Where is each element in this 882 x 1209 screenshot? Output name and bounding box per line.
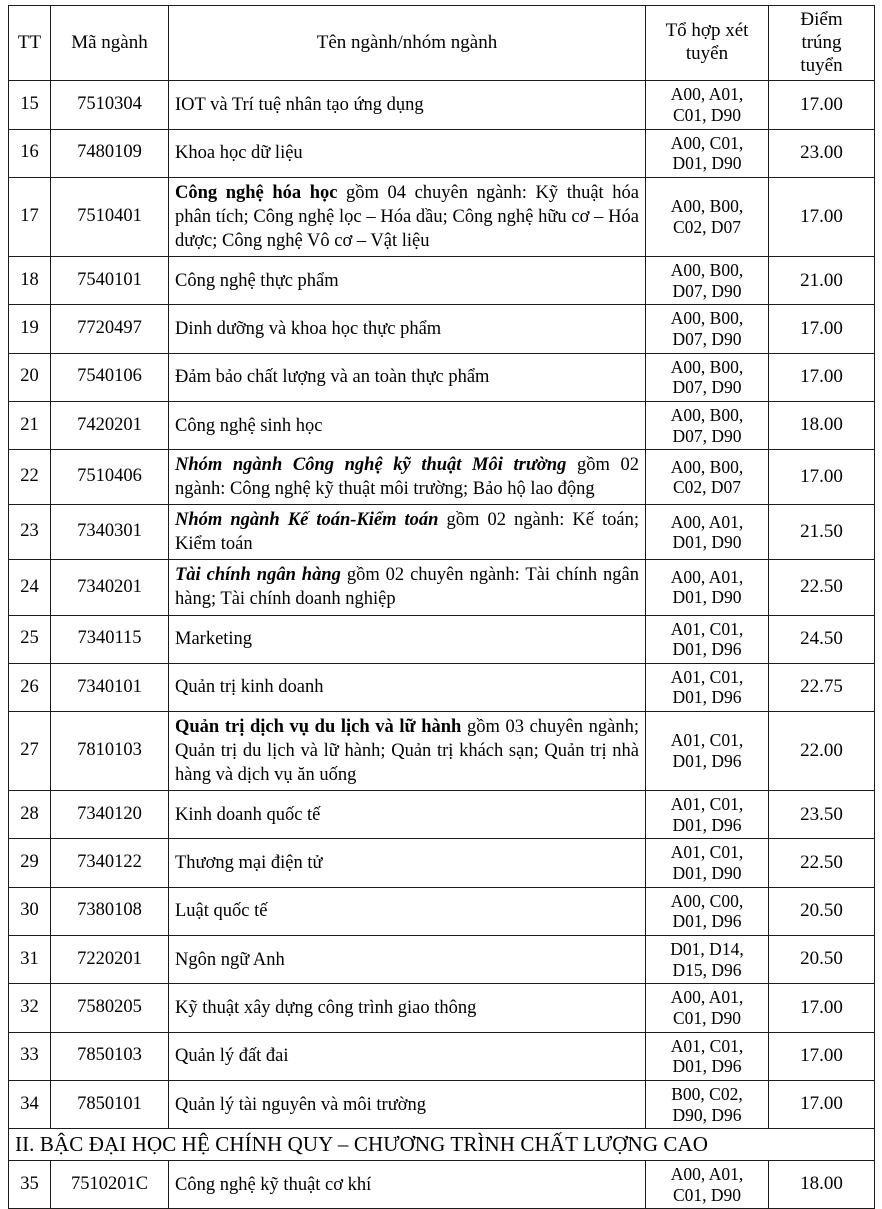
major-name-text: Công nghệ kỹ thuật cơ khí [175, 1174, 372, 1195]
cell-major-name [169, 81, 646, 129]
cell-benchmark-score: 18.00 [769, 401, 875, 449]
cell-major-code: 7220201 [51, 936, 169, 984]
cell-major-name [169, 1032, 646, 1080]
cell-major-code: 7720497 [51, 305, 169, 353]
cell-subject-combination [646, 984, 769, 1032]
table-row [9, 450, 875, 505]
cell-benchmark-score: 22.50 [769, 560, 875, 615]
cell-benchmark-score: 23.50 [769, 791, 875, 839]
cell-subject-combination [646, 663, 769, 711]
cell-subject-combination [646, 791, 769, 839]
combo-line: D15, D96 [672, 959, 742, 980]
column-header-combo-line-1: Tổ hợp xét [665, 20, 749, 42]
cell-major-code: 7540106 [51, 353, 169, 401]
combo-line: A00, B00, [670, 404, 744, 425]
cell-tt: 34 [9, 1080, 51, 1128]
column-header-major-name-line-1: Tên ngành/nhóm ngành [316, 31, 498, 53]
major-name-text: Dinh dưỡng và khoa học thực phẩm [175, 318, 442, 339]
cell-subject-combination [646, 505, 769, 560]
cell-tt: 20 [9, 353, 51, 401]
combo-line: D01, D90 [672, 153, 742, 174]
cell-major-code: 7340115 [51, 615, 169, 663]
cell-major-name [169, 839, 646, 887]
cell-subject-combination [646, 1160, 769, 1208]
cell-subject-combination [646, 839, 769, 887]
combo-line: D01, D96 [672, 814, 742, 835]
major-name-emphasis: Nhóm ngành Công nghệ kỹ thuật Môi trường [175, 455, 567, 476]
combo-line: A01, C01, [670, 730, 744, 751]
major-name-emphasis: Công nghệ hóa học [175, 182, 338, 203]
combo-line: D01, D90 [672, 863, 742, 884]
major-name-detail: gồm 02 chuyên ngành: Tài chính ngân hàng; Tài chính doanh nghiệp [175, 565, 639, 610]
combo-line: D01, D14, [670, 939, 744, 960]
table-row [9, 663, 875, 711]
cell-benchmark-score: 22.50 [769, 839, 875, 887]
cell-major-code: 7420201 [51, 401, 169, 449]
cell-tt: 33 [9, 1032, 51, 1080]
cell-tt: 35 [9, 1160, 51, 1208]
cell-benchmark-score: 17.00 [769, 177, 875, 256]
cell-major-code: 7540101 [51, 257, 169, 305]
cell-subject-combination [646, 177, 769, 256]
major-name-text: Ngôn ngữ Anh [175, 949, 285, 970]
cell-subject-combination [646, 353, 769, 401]
column-header-major-name [169, 6, 646, 81]
table-row [9, 401, 875, 449]
combo-line: C01, D90 [672, 105, 742, 126]
major-name-text: Marketing [175, 629, 253, 650]
combo-line: C01, D90 [672, 1007, 742, 1028]
major-name-detail: gồm 03 chuyên ngành; Quản trị du lịch và lữ hành; Quản trị khách sạn; Quản trị nhà hàng và dịch vụ ăn uống [175, 717, 639, 786]
cell-subject-combination [646, 81, 769, 129]
combo-line: A00, C00, [670, 890, 744, 911]
major-name-text: Quản lý tài nguyên và môi trường [175, 1094, 427, 1115]
combo-line: A01, C01, [670, 842, 744, 863]
cell-major-code: 7340122 [51, 839, 169, 887]
combo-line: A01, C01, [670, 794, 744, 815]
table-row [9, 839, 875, 887]
cell-major-code: 7510201C [51, 1160, 169, 1208]
cell-benchmark-score: 17.00 [769, 81, 875, 129]
major-name-text: IOT và Trí tuệ nhân tạo ứng dụng [175, 95, 424, 115]
major-name-text: Kỹ thuật xây dựng công trình giao thông [175, 997, 477, 1018]
combo-line: D07, D90 [672, 329, 742, 350]
cell-tt: 23 [9, 505, 51, 560]
cell-major-code: 7340101 [51, 663, 169, 711]
combo-line: A01, C01, [670, 1035, 744, 1056]
cell-major-name [169, 353, 646, 401]
cell-major-name [169, 887, 646, 935]
major-name-text: Khoa học dữ liệu [175, 143, 303, 164]
table-row [9, 81, 875, 129]
major-name-detail: gồm 02 ngành: Kế toán; Kiểm toán [175, 510, 639, 555]
cell-tt: 26 [9, 663, 51, 711]
cell-benchmark-score: 22.00 [769, 712, 875, 791]
cell-major-name [169, 936, 646, 984]
table-row [9, 129, 875, 177]
cell-major-name [169, 401, 646, 449]
cell-tt: 27 [9, 712, 51, 791]
combo-line: A00, C01, [670, 132, 744, 153]
cell-benchmark-score: 21.50 [769, 505, 875, 560]
cell-tt: 22 [9, 450, 51, 505]
cell-major-code: 7850101 [51, 1080, 169, 1128]
combo-line: A00, B00, [670, 308, 744, 329]
cell-tt: 32 [9, 984, 51, 1032]
major-name-emphasis: Tài chính ngân hàng [175, 565, 341, 586]
combo-line: A00, A01, [670, 1163, 744, 1184]
cell-major-name [169, 560, 646, 615]
combo-line: D07, D90 [672, 280, 742, 301]
combo-line: C01, D90 [672, 1184, 742, 1205]
cell-subject-combination [646, 936, 769, 984]
major-name-text: Thương mại điện tử [175, 853, 323, 874]
cell-benchmark-score: 20.50 [769, 936, 875, 984]
combo-line: A00, B00, [670, 456, 744, 477]
table-row [9, 505, 875, 560]
column-header-tt-line-1: TT [17, 31, 42, 53]
major-name-text: Đảm bảo chất lượng và an toàn thực phẩm [175, 367, 490, 388]
cell-major-code: 7810103 [51, 712, 169, 791]
cell-benchmark-score: 18.00 [769, 1160, 875, 1208]
table-row [9, 257, 875, 305]
combo-line: A01, C01, [670, 666, 744, 687]
cell-tt: 19 [9, 305, 51, 353]
column-header-score-line-1: Điểm [800, 9, 843, 30]
major-name-text: Quản trị kinh doanh [175, 677, 324, 698]
combo-line: D01, D90 [672, 532, 742, 553]
admission-score-table [8, 5, 875, 1209]
table-header-row [9, 6, 875, 81]
table-row [9, 984, 875, 1032]
cell-tt: 25 [9, 615, 51, 663]
table-row [9, 615, 875, 663]
cell-major-code: 7480109 [51, 129, 169, 177]
cell-subject-combination [646, 401, 769, 449]
column-header-major-code [51, 6, 169, 81]
column-header-score-line-3: tuyển [800, 54, 843, 76]
table-body [9, 81, 875, 1209]
major-name-text: Công nghệ thực phẩm [175, 270, 339, 291]
cell-major-name [169, 257, 646, 305]
combo-line: A00, B00, [670, 260, 744, 281]
combo-line: D90, D96 [672, 1104, 742, 1125]
major-name-text: Công nghệ sinh học [175, 415, 323, 436]
cell-major-code: 7380108 [51, 887, 169, 935]
major-name-emphasis: Nhóm ngành Kế toán-Kiểm toán [175, 510, 439, 531]
cell-major-name [169, 984, 646, 1032]
table-header [9, 6, 875, 81]
combo-line: D01, D96 [672, 751, 742, 772]
combo-line: D01, D96 [672, 911, 742, 932]
combo-line: A00, A01, [670, 84, 744, 105]
combo-line: D01, D96 [672, 1056, 742, 1077]
table-row [9, 560, 875, 615]
combo-line: A00, B00, [670, 356, 744, 377]
table-row [9, 887, 875, 935]
section-banner: II. BẬC ĐẠI HỌC HỆ CHÍNH QUY – CHƯƠNG TRÌNH CHẤT LƯỢNG CAO [9, 1129, 875, 1161]
combo-line: A00, A01, [670, 987, 744, 1008]
table-row [9, 936, 875, 984]
combo-line: C02, D07 [672, 217, 742, 238]
cell-major-name [169, 663, 646, 711]
table-row [9, 177, 875, 256]
combo-line: C02, D07 [672, 477, 742, 498]
column-header-subject-combination [646, 6, 769, 81]
combo-line: D01, D96 [672, 687, 742, 708]
cell-major-name [169, 305, 646, 353]
cell-subject-combination [646, 129, 769, 177]
cell-major-name [169, 177, 646, 256]
cell-subject-combination [646, 305, 769, 353]
table-row [9, 1080, 875, 1128]
cell-tt: 29 [9, 839, 51, 887]
cell-subject-combination [646, 1080, 769, 1128]
major-name-detail: gồm 04 chuyên ngành: Kỹ thuật hóa phân tích; Công nghệ lọc – Hóa dầu; Công nghệ hữu cơ – Hóa dược; Công nghệ Vô cơ – Vật liệu [175, 182, 639, 252]
cell-tt: 24 [9, 560, 51, 615]
cell-subject-combination [646, 615, 769, 663]
cell-major-code: 7340301 [51, 505, 169, 560]
major-name-text: Quản lý đất đai [175, 1046, 289, 1067]
major-name-detail: gồm 02 ngành: Công nghệ kỹ thuật môi trường; Bảo hộ lao động [175, 455, 639, 500]
table-row [9, 353, 875, 401]
combo-line: D01, D96 [672, 639, 742, 660]
cell-benchmark-score: 17.00 [769, 1080, 875, 1128]
cell-major-name [169, 791, 646, 839]
combo-line: A00, B00, [670, 196, 744, 217]
cell-major-code: 7340201 [51, 560, 169, 615]
column-header-tt [9, 6, 51, 81]
cell-benchmark-score: 20.50 [769, 887, 875, 935]
cell-major-code: 7510406 [51, 450, 169, 505]
combo-line: B00, C02, [671, 1083, 743, 1104]
cell-major-code: 7510304 [51, 81, 169, 129]
cell-major-name [169, 1080, 646, 1128]
cell-major-code: 7580205 [51, 984, 169, 1032]
cell-subject-combination [646, 1032, 769, 1080]
cell-benchmark-score: 17.00 [769, 450, 875, 505]
major-name-emphasis: Quản trị dịch vụ du lịch và lữ hành [175, 717, 462, 738]
cell-benchmark-score: 22.75 [769, 663, 875, 711]
cell-benchmark-score: 17.00 [769, 305, 875, 353]
cell-tt: 31 [9, 936, 51, 984]
cell-major-name [169, 1160, 646, 1208]
cell-tt: 28 [9, 791, 51, 839]
table-row [9, 791, 875, 839]
cell-major-name [169, 505, 646, 560]
column-header-benchmark-score [769, 6, 875, 81]
cell-major-name [169, 712, 646, 791]
cell-benchmark-score: 17.00 [769, 1032, 875, 1080]
cell-major-code: 7340120 [51, 791, 169, 839]
cell-benchmark-score: 23.00 [769, 129, 875, 177]
cell-benchmark-score: 21.00 [769, 257, 875, 305]
major-name-text: Luật quốc tế [175, 901, 268, 922]
cell-tt: 17 [9, 177, 51, 256]
cell-subject-combination [646, 450, 769, 505]
cell-benchmark-score: 24.50 [769, 615, 875, 663]
cell-tt: 16 [9, 129, 51, 177]
table-row [9, 1032, 875, 1080]
cell-major-name [169, 129, 646, 177]
cell-benchmark-score: 17.00 [769, 984, 875, 1032]
cell-tt: 18 [9, 257, 51, 305]
cell-major-code: 7510401 [51, 177, 169, 256]
combo-line: A01, C01, [670, 618, 744, 639]
combo-line: D07, D90 [672, 377, 742, 398]
column-header-score-line-2: trúng [801, 31, 842, 53]
combo-line: A00, A01, [670, 566, 744, 587]
cell-major-code: 7850103 [51, 1032, 169, 1080]
section-banner-row [9, 1129, 875, 1161]
table-row [9, 712, 875, 791]
combo-line: D01, D90 [672, 587, 742, 608]
cell-major-name [169, 450, 646, 505]
column-header-combo-line-2: tuyển [685, 43, 729, 65]
major-name-text: Kinh doanh quốc tế [175, 804, 321, 825]
cell-tt: 15 [9, 81, 51, 129]
cell-subject-combination [646, 712, 769, 791]
cell-subject-combination [646, 560, 769, 615]
column-header-major-code-line-1: Mã ngành [71, 31, 148, 53]
combo-line: D07, D90 [672, 425, 742, 446]
combo-line: A00, A01, [670, 511, 744, 532]
table-row [9, 305, 875, 353]
cell-major-name [169, 615, 646, 663]
cell-tt: 21 [9, 401, 51, 449]
cell-benchmark-score: 17.00 [769, 353, 875, 401]
cell-tt: 30 [9, 887, 51, 935]
cell-subject-combination [646, 257, 769, 305]
cell-subject-combination [646, 887, 769, 935]
table-row [9, 1160, 875, 1208]
